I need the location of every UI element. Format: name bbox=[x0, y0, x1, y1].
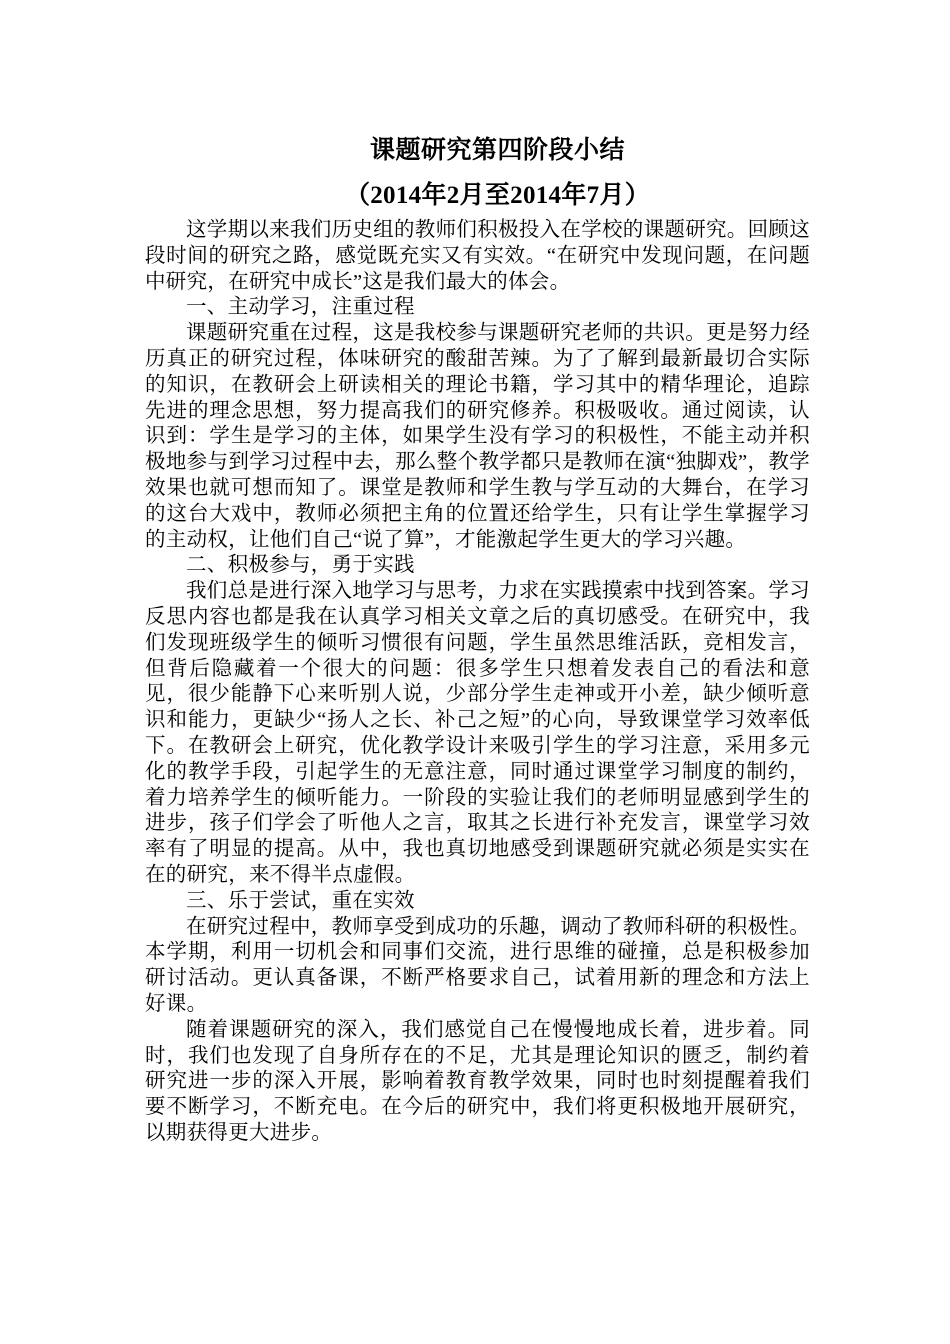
paragraph-conclusion: 随着课题研究的深入，我们感觉自己在慢慢地成长着，进步着。同时，我们也发现了自身所存在的不足，尤其是理论知识的匮乏，制约着研究进一步的深入开展，影响着教育教学效果，同时也时刻提醒着我们要不断学习，不断充电。在今后的研究中，我们将更积极地开展研究，以期获得更大进步。 bbox=[145, 1018, 810, 1144]
document-title: 课题研究第四阶段小结 bbox=[369, 137, 625, 164]
document-body bbox=[145, 218, 810, 1147]
document-page bbox=[145, 128, 810, 1147]
section-heading-3: 三、乐于尝试，重在实效 bbox=[186, 889, 415, 912]
paragraph-section-3: 在研究过程中，教师享受到成功的乐趣，调动了教师科研的积极性。本学期，利用一切机会和同事们交流，进行思维的碰撞，总是积极参加研讨活动。更认真备课，不断严格要求自己，试着用新的理念和方法上好课。 bbox=[145, 915, 810, 1015]
paragraph-section-2: 我们总是进行深入地学习与思考，力求在实践摸索中找到答案。学习反思内容也都是我在认真学习相关文章之后的真切感受。在研究中，我们发现班级学生的倾听习惯很有问题，学生虽然思维活跃，竞相发言，但背后隐藏着一个很大的问题：很多学生只想着发表自己的看法和意见，很少能静下心来听别人说，少部分学生走神或开小差，缺少倾听意识和能力，更缺少“扬人之长、补己之短”的心向，导致课堂学习效率低下。在教研会上研究，优化教学设计来吸引学生的学习注意，采用多元化的教学手段，引起学生的无意注意，同时通过课堂学习制度的制约，着力培养学生的倾听能力。一阶段的实验让我们的老师明显感到学生的进步，孩子们学会了听他人之言，取其之长进行补充发言，课堂学习效率有了明显的提高。从中，我也真切地感受到课题研究就必须是实实在在的研究，来不得半点虚假。 bbox=[145, 580, 810, 886]
paragraph-intro: 这学期以来我们历史组的教师们积极投入在学校的课题研究。回顾这段时间的研究之路，感觉既充实又有实效。“在研究中发现问题，在问题中研究，在研究中成长”这是我们最大的体会。 bbox=[145, 219, 810, 293]
section-heading-1: 一、主动学习，注重过程 bbox=[186, 296, 415, 319]
document-subtitle: （2014年2月至2014年7月） bbox=[344, 182, 651, 209]
section-heading-2: 二、积极参与，勇于实践 bbox=[186, 554, 415, 577]
paragraph-section-1: 课题研究重在过程，这是我校参与课题研究老师的共识。更是努力经历真正的研究过程，体味研究的酸甜苦辣。为了了解到最新最切合实际的知识，在教研会上研读相关的理论书籍，学习其中的精华理论，追踪先进的理念思想，努力提高我们的研究修养。积极吸收。通过阅读，认识到：学生是学习的主体，如果学生没有学习的积极性，不能主动并积极地参与到学习过程中去，那么整个教学都只是教师在演“独脚戏”，教学效果也就可想而知了。课堂是教师和学生教与学互动的大舞台，在学习的这台大戏中，教师必须把主角的位置还给学生，只有让学生掌握学习的主动权，让他们自己“说了算”，才能激起学生更大的学习兴趣。 bbox=[145, 322, 810, 551]
